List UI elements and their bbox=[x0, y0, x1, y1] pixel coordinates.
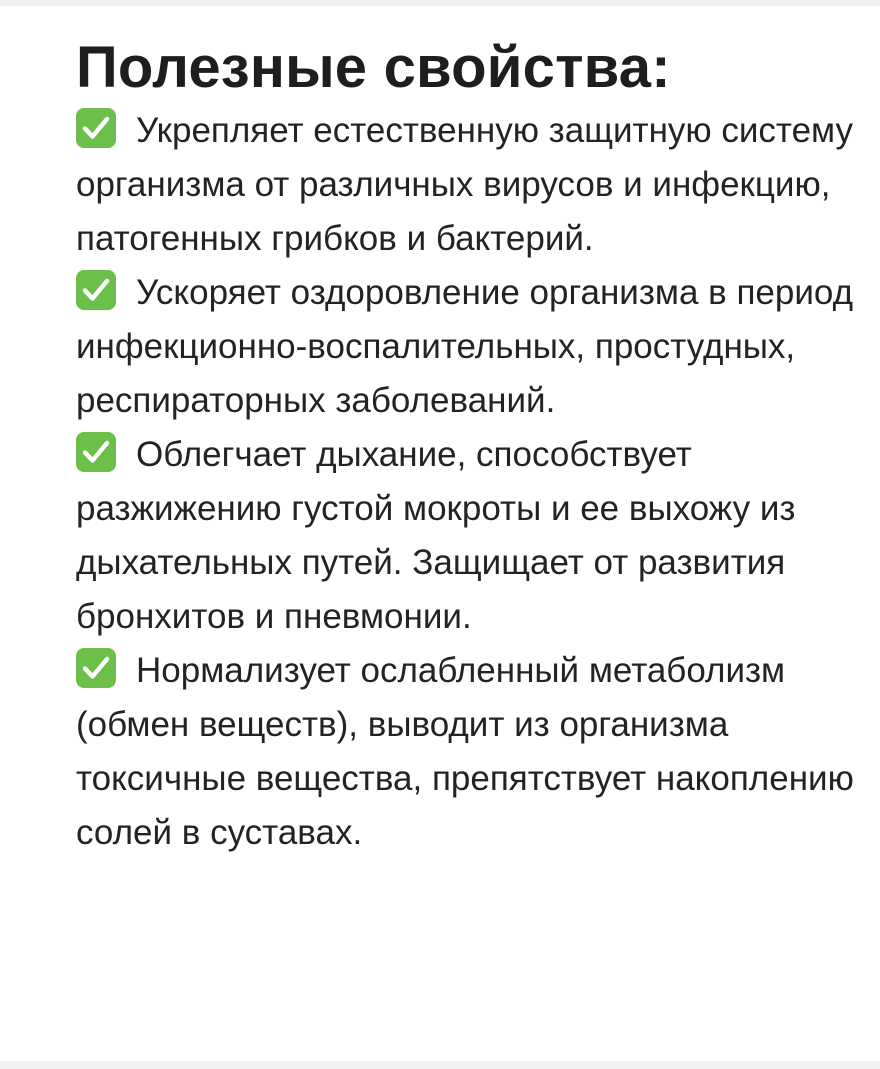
check-mark-button-icon bbox=[76, 432, 116, 472]
list-item-text: Облегчает дыхание, способствует разжижению густой мокроты и ее выхожу из дыхательных путей. Защищает от развития бронхитов и пневмонии. bbox=[76, 435, 796, 636]
check-mark-button-icon bbox=[76, 108, 116, 148]
top-edge bbox=[0, 0, 880, 6]
list-item bbox=[76, 266, 866, 428]
check-mark-button-icon bbox=[76, 648, 116, 688]
list-item-text: Укрепляет естественную защитную систему организма от различных вирусов и инфекцию, патогенных грибков и бактерий. bbox=[76, 111, 853, 258]
page-title: Полезные свойства: bbox=[76, 35, 671, 100]
list-item-text: Нормализует ослабленный метаболизм (обмен веществ), выводит из организма токсичные вещества, препятствует накоплению солей в суставах. bbox=[76, 651, 854, 852]
list-item bbox=[76, 104, 866, 266]
bottom-edge bbox=[0, 1061, 880, 1069]
list-item bbox=[76, 644, 866, 860]
list-item bbox=[76, 428, 866, 644]
content bbox=[76, 34, 866, 860]
check-mark-button-icon bbox=[76, 270, 116, 310]
benefits-list bbox=[76, 104, 866, 860]
list-item-text: Ускоряет оздоровление организма в период инфекционно-воспалительных, простудных, респираторных заболеваний. bbox=[76, 273, 854, 420]
